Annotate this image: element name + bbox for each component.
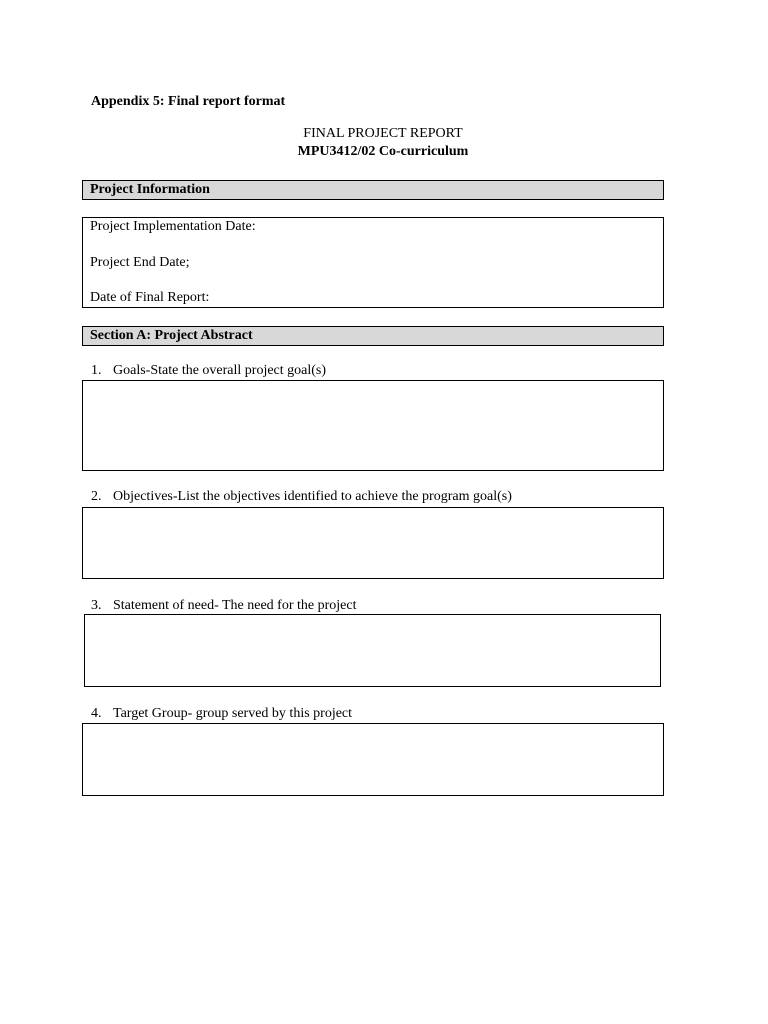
question-text: Goals-State the overall project goal(s) — [113, 363, 327, 378]
project-information-header — [82, 180, 664, 200]
goals-answer-box[interactable] — [82, 380, 664, 471]
question-text: Statement of need- The need for the project — [113, 598, 357, 613]
appendix-heading: Appendix 5: Final report format — [91, 94, 286, 109]
report-title: FINAL PROJECT REPORT — [303, 126, 463, 141]
section-a-header — [82, 326, 664, 346]
end-date-label: Project End Date; — [90, 255, 190, 270]
course-code-title: MPU3412/02 Co-curriculum — [297, 144, 469, 159]
question-number: 3. — [91, 598, 102, 613]
target-group-answer-box[interactable] — [82, 723, 664, 796]
question-objectives — [91, 489, 512, 505]
statement-of-need-answer-box[interactable] — [84, 614, 661, 687]
question-number: 1. — [91, 363, 102, 378]
final-report-date-label: Date of Final Report: — [90, 290, 210, 305]
question-target-group — [91, 706, 352, 722]
section-a-heading: Section A: Project Abstract — [90, 328, 253, 343]
question-number: 2. — [91, 489, 102, 504]
question-number: 4. — [91, 706, 102, 721]
implementation-date-label: Project Implementation Date: — [90, 219, 256, 234]
question-goals — [91, 363, 326, 379]
objectives-answer-box[interactable] — [82, 507, 664, 579]
project-information-box — [82, 217, 664, 308]
question-text: Target Group- group served by this project — [113, 706, 353, 721]
question-statement-of-need — [91, 598, 356, 614]
project-information-heading: Project Information — [90, 182, 210, 197]
question-text: Objectives-List the objectives identified to achieve the program goal(s) — [113, 489, 512, 504]
